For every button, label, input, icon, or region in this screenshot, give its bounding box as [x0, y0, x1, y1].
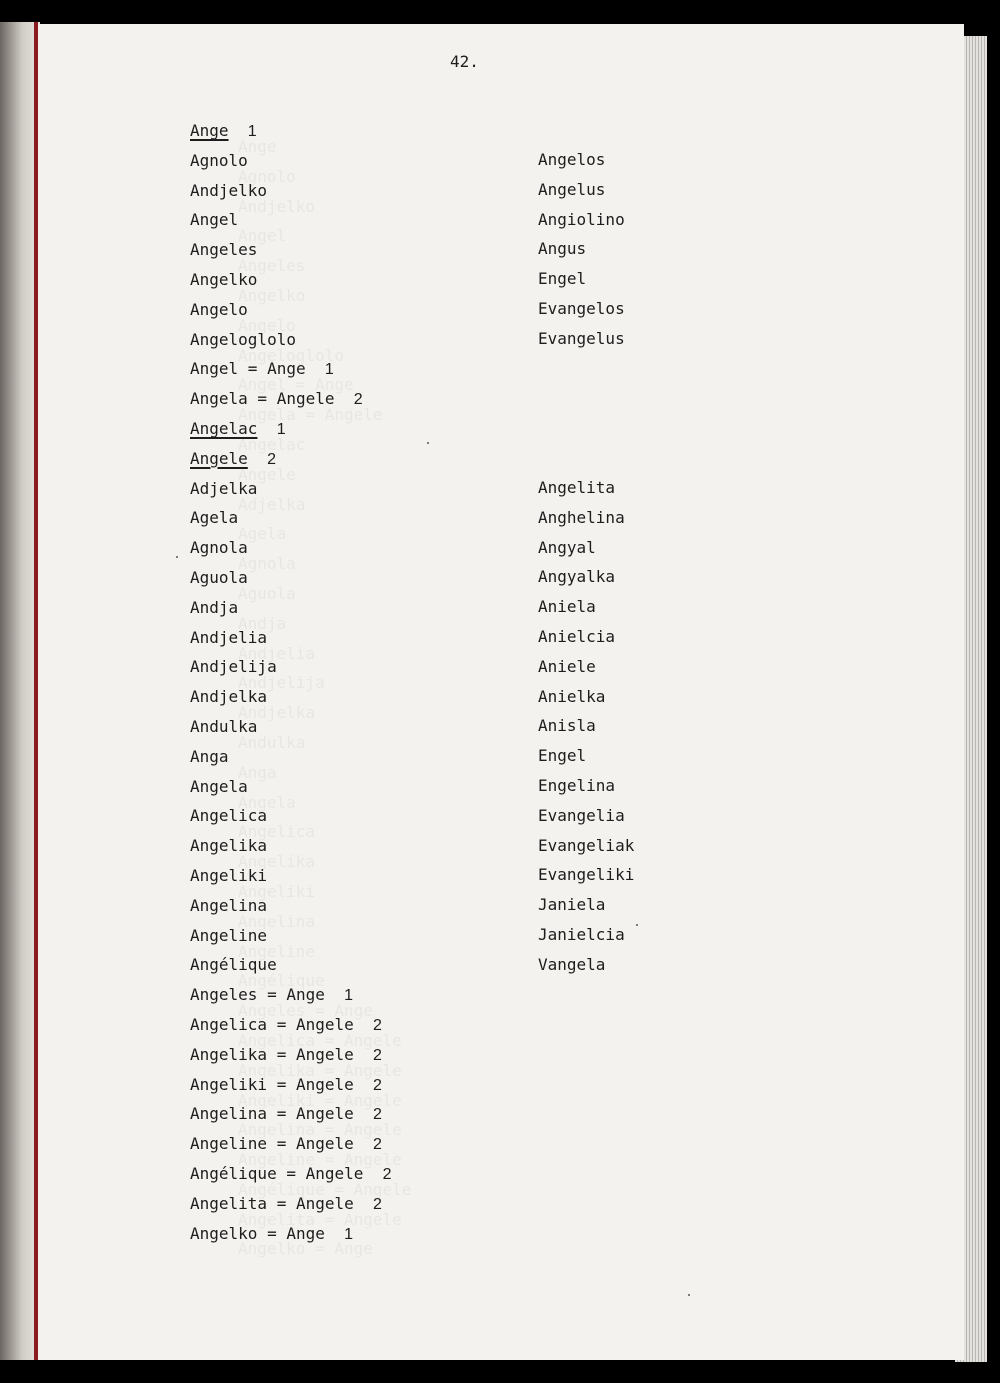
variant-name: Engel [538, 746, 587, 766]
spacer [354, 1194, 373, 1213]
entry-name: Angeles [190, 240, 258, 260]
entry-row [190, 985, 353, 1006]
variant-name: Evangelus [538, 328, 625, 348]
entry-name: Angela [190, 776, 248, 796]
entry-row [190, 568, 248, 588]
entry-name: Andjelia [190, 627, 268, 647]
variant-name: Anielcia [538, 627, 616, 646]
variant-name: Angyal [538, 537, 596, 557]
entry-row [190, 955, 277, 975]
entry-name: Angele [190, 448, 248, 468]
variant-name: Aniele [538, 656, 596, 676]
entry-name: Angelina [190, 895, 268, 915]
entry-row [190, 1045, 382, 1066]
entry-ref-number: 2 [373, 1046, 382, 1064]
entry-ref-number: 1 [324, 361, 334, 379]
entry-row [190, 687, 267, 707]
entry-name: Andja [190, 597, 239, 617]
entry-name: Angel = Ange [190, 359, 306, 379]
entry-row [190, 1075, 382, 1096]
entry-ref-number: 2 [353, 391, 363, 409]
entry-name: Angelica [190, 806, 268, 826]
entry-ref-number: 1 [344, 1225, 354, 1243]
entry-name: Angelika [190, 836, 268, 856]
entry-ref-number: 2 [267, 450, 276, 468]
entry-row [190, 210, 238, 230]
entry-row [190, 598, 238, 618]
entry-ref-number: 2 [373, 1136, 382, 1154]
spacer [354, 1015, 373, 1034]
variant-name: Evangeliak [538, 835, 635, 855]
entry-row [190, 1134, 382, 1155]
entry-row [190, 1194, 382, 1215]
entry-ref-number: 1 [247, 123, 257, 140]
variant-name: Janielcia [538, 925, 625, 944]
entry-name: Agela [190, 508, 239, 528]
entry-name: Anga [190, 746, 229, 766]
entry-row [190, 300, 248, 320]
entry-ref-number: 2 [373, 1195, 382, 1213]
entry-row [190, 806, 267, 826]
entry-ref-number: 2 [373, 1106, 382, 1124]
entry-row [190, 896, 267, 916]
entry-row [190, 866, 267, 886]
entry-name: Angel [190, 210, 239, 230]
entry-name: Angeles = Ange [190, 985, 325, 1005]
variant-name: Engel [538, 269, 587, 289]
entry-name: Angélique [190, 955, 277, 975]
variant-name: Angelus [538, 179, 606, 199]
variant-name: Anisla [538, 716, 596, 736]
entry-row [190, 1104, 382, 1125]
entry-name: Angeliki = Angele [190, 1074, 354, 1094]
entry-ref-number: 2 [382, 1166, 392, 1183]
entry-row [190, 151, 248, 171]
entry-row [190, 359, 334, 380]
entry-name: Adjelka [190, 478, 258, 498]
entry-row [190, 836, 267, 856]
entry-name: Andjelka [190, 687, 268, 707]
speck [636, 924, 638, 926]
entry-name: Angélique = Angele [190, 1164, 364, 1183]
variant-name: Evangeliki [538, 865, 635, 885]
spacer [354, 1045, 373, 1064]
spacer [354, 1104, 373, 1123]
entry-name: Angeline [190, 925, 268, 945]
entry-row [190, 449, 276, 470]
spacer [363, 1164, 382, 1183]
document-page [38, 24, 964, 1360]
entry-row [190, 657, 277, 677]
variant-name: Angus [538, 239, 587, 259]
entry-row [190, 1015, 382, 1036]
entry-row [190, 389, 363, 410]
variant-name: Evangelia [538, 805, 625, 825]
entry-name: Angela = Angele [190, 389, 335, 409]
entry-row [190, 181, 267, 201]
page-number: 42. [450, 52, 479, 71]
entry-row [190, 419, 286, 440]
variant-name: Angiolino [538, 209, 625, 229]
entry-row [190, 777, 248, 797]
entry-row [190, 479, 257, 499]
variant-name: Janiela [538, 895, 606, 915]
spacer [306, 359, 325, 378]
variant-name: Evangelos [538, 299, 625, 318]
entry-row [190, 747, 229, 767]
entry-row [190, 508, 238, 528]
entry-row [190, 628, 267, 648]
entry-name: Angelko [190, 270, 258, 289]
show-through-text: Ange Agnolo Andjelko Angel Angeles Angelko Angelo Angeloglolo Angel = Ange Angela = Angele Angelac Angele Adjelka Agela Agnola Aguola Andja Andjelia Andjelija Andjelka Andulka Anga Angela Angelica Angelika Angeliki Angelina Angeline Angélique Angeles = Ange Angelica = Angele Angelika = Angele Angeliki = Angele Angelina = Angele Angeline = Angele Angélique = Angele Angelita = Angele Angelko = Ange [238, 137, 412, 1259]
variant-name: Anghelina [538, 507, 625, 527]
entry-name: Angelita = Angele [190, 1193, 354, 1213]
variant-name: Vangela [538, 954, 606, 974]
entry-row [190, 270, 257, 290]
spacer [354, 1075, 373, 1094]
entry-row [190, 926, 267, 946]
entry-name: Angeliki [190, 866, 268, 885]
spacer [354, 1134, 373, 1153]
entry-name: Angeline = Angele [190, 1134, 354, 1154]
entry-name: Angelika = Angele [190, 1044, 354, 1064]
spacer [257, 419, 276, 438]
entry-name: Angelo [190, 299, 248, 319]
variant-name: Angyalka [538, 567, 616, 587]
speck [176, 556, 178, 558]
entry-name: Angelina = Angele [190, 1104, 354, 1124]
entry-name: Angeloglolo [190, 329, 296, 349]
entry-ref-number: 1 [344, 987, 354, 1005]
spacer [335, 389, 354, 408]
variant-name: Angelita [538, 478, 616, 497]
entry-row [190, 240, 257, 260]
entry-ref-number: 1 [276, 421, 286, 438]
entry-ref-number: 2 [373, 1017, 382, 1034]
entry-name: Andjelija [190, 657, 277, 677]
entry-row [190, 1224, 353, 1245]
entry-name: Angelac [190, 419, 258, 438]
variant-name: Engelina [538, 776, 616, 795]
variant-name: Angelos [538, 150, 606, 169]
entry-row [190, 1164, 392, 1185]
variant-name: Aniela [538, 597, 596, 617]
entry-ref-number: 2 [373, 1076, 382, 1094]
entry-name: Andulka [190, 717, 258, 736]
entry-name: Angelica = Angele [190, 1015, 354, 1034]
entry-name: Agnolo [190, 150, 248, 170]
entry-row [190, 330, 296, 350]
entry-name: Agnola [190, 538, 248, 558]
spacer [325, 1224, 344, 1243]
entry-name: Andjelko [190, 180, 268, 200]
entry-name: Ange [190, 121, 229, 140]
entry-row [190, 717, 257, 737]
spacer [248, 449, 267, 468]
speck [688, 1294, 690, 1296]
entry-row [190, 121, 257, 142]
entry-name: Angelko = Ange [190, 1223, 325, 1243]
speck [427, 442, 429, 444]
spacer [229, 121, 248, 140]
variant-name: Anielka [538, 686, 606, 706]
spacer [325, 985, 344, 1004]
entry-name: Aguola [190, 568, 248, 587]
entry-row [190, 538, 248, 558]
